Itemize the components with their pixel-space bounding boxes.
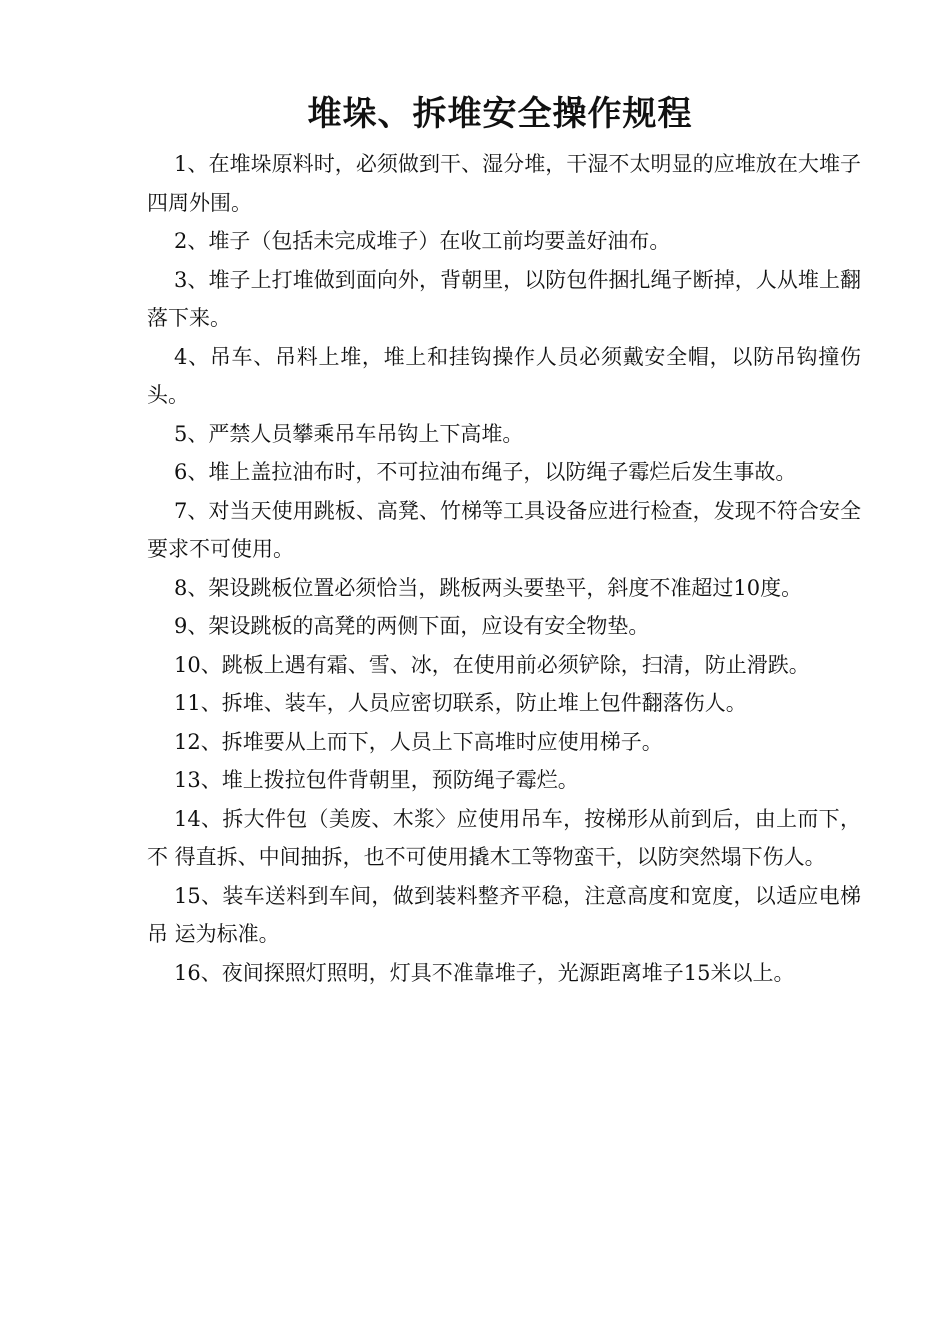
rule-item: 3、堆子上打堆做到面向外，背朝里，以防包件捆扎绳子断掉，人从堆上翻 落下来。 (147, 267, 868, 330)
rule-item: 5、严禁人员攀乘吊车吊钩上下高堆。 (174, 421, 524, 446)
rules-list (147, 145, 868, 992)
document-title: 堆垛、拆堆安全操作规程 (307, 94, 693, 134)
rule-item: 1、在堆垛原料时，必须做到干、湿分堆，干湿不太明显的应堆放在大堆子 四周外围。 (147, 152, 868, 215)
rule-item: 7、对当天使用跳板、高凳、竹梯等工具设备应进行检查，发现不符合安全 要求不可使用。 (147, 498, 868, 561)
rule-item: 4、吊车、吊料上堆，堆上和挂钩操作人员必须戴安全帽，以防吊钩撞伤头。 (147, 344, 861, 407)
rule-item: 9、架设跳板的高凳的两侧下面，应设有安全物垫。 (174, 614, 650, 638)
rule-item: 16、夜间探照灯照明，灯具不准靠堆子，光源距离堆子15米以上。 (174, 960, 795, 985)
rule-item: 6、堆上盖拉油布时，不可拉油布绳子，以防绳子霉烂后发生事故。 (174, 460, 797, 484)
rule-item: 2、堆子（包括未完成堆子）在收工前均要盖好油布。 (174, 229, 671, 253)
rule-item: 11、拆堆、装车，人员应密切联系，防止堆上包件翻落伤人。 (174, 691, 747, 715)
rule-item: 8、架设跳板位置必须恰当，跳板两头要垫平，斜度不准超过10度。 (174, 575, 803, 600)
rule-item: 15、装车送料到车间，做到装料整齐平稳，注意高度和宽度，以适应电梯吊 运为标准。 (147, 883, 861, 946)
rule-item: 10、跳板上遇有霜、雪、冰，在使用前必须铲除，扫清，防止滑跌。 (174, 652, 810, 677)
rule-item: 13、堆上拨拉包件背朝里，预防绳子霉烂。 (174, 768, 579, 792)
rule-item: 14、拆大件包（美废、木浆〉应使用吊车，按梯形从前到后，由上而下，不 得直拆、中间抽拆，也不可使用撬木工等物蛮干，以防突然塌下伤人。 (147, 806, 861, 869)
rule-item: 12、拆堆要从上而下，人员上下高堆时应使用梯子。 (174, 729, 663, 754)
